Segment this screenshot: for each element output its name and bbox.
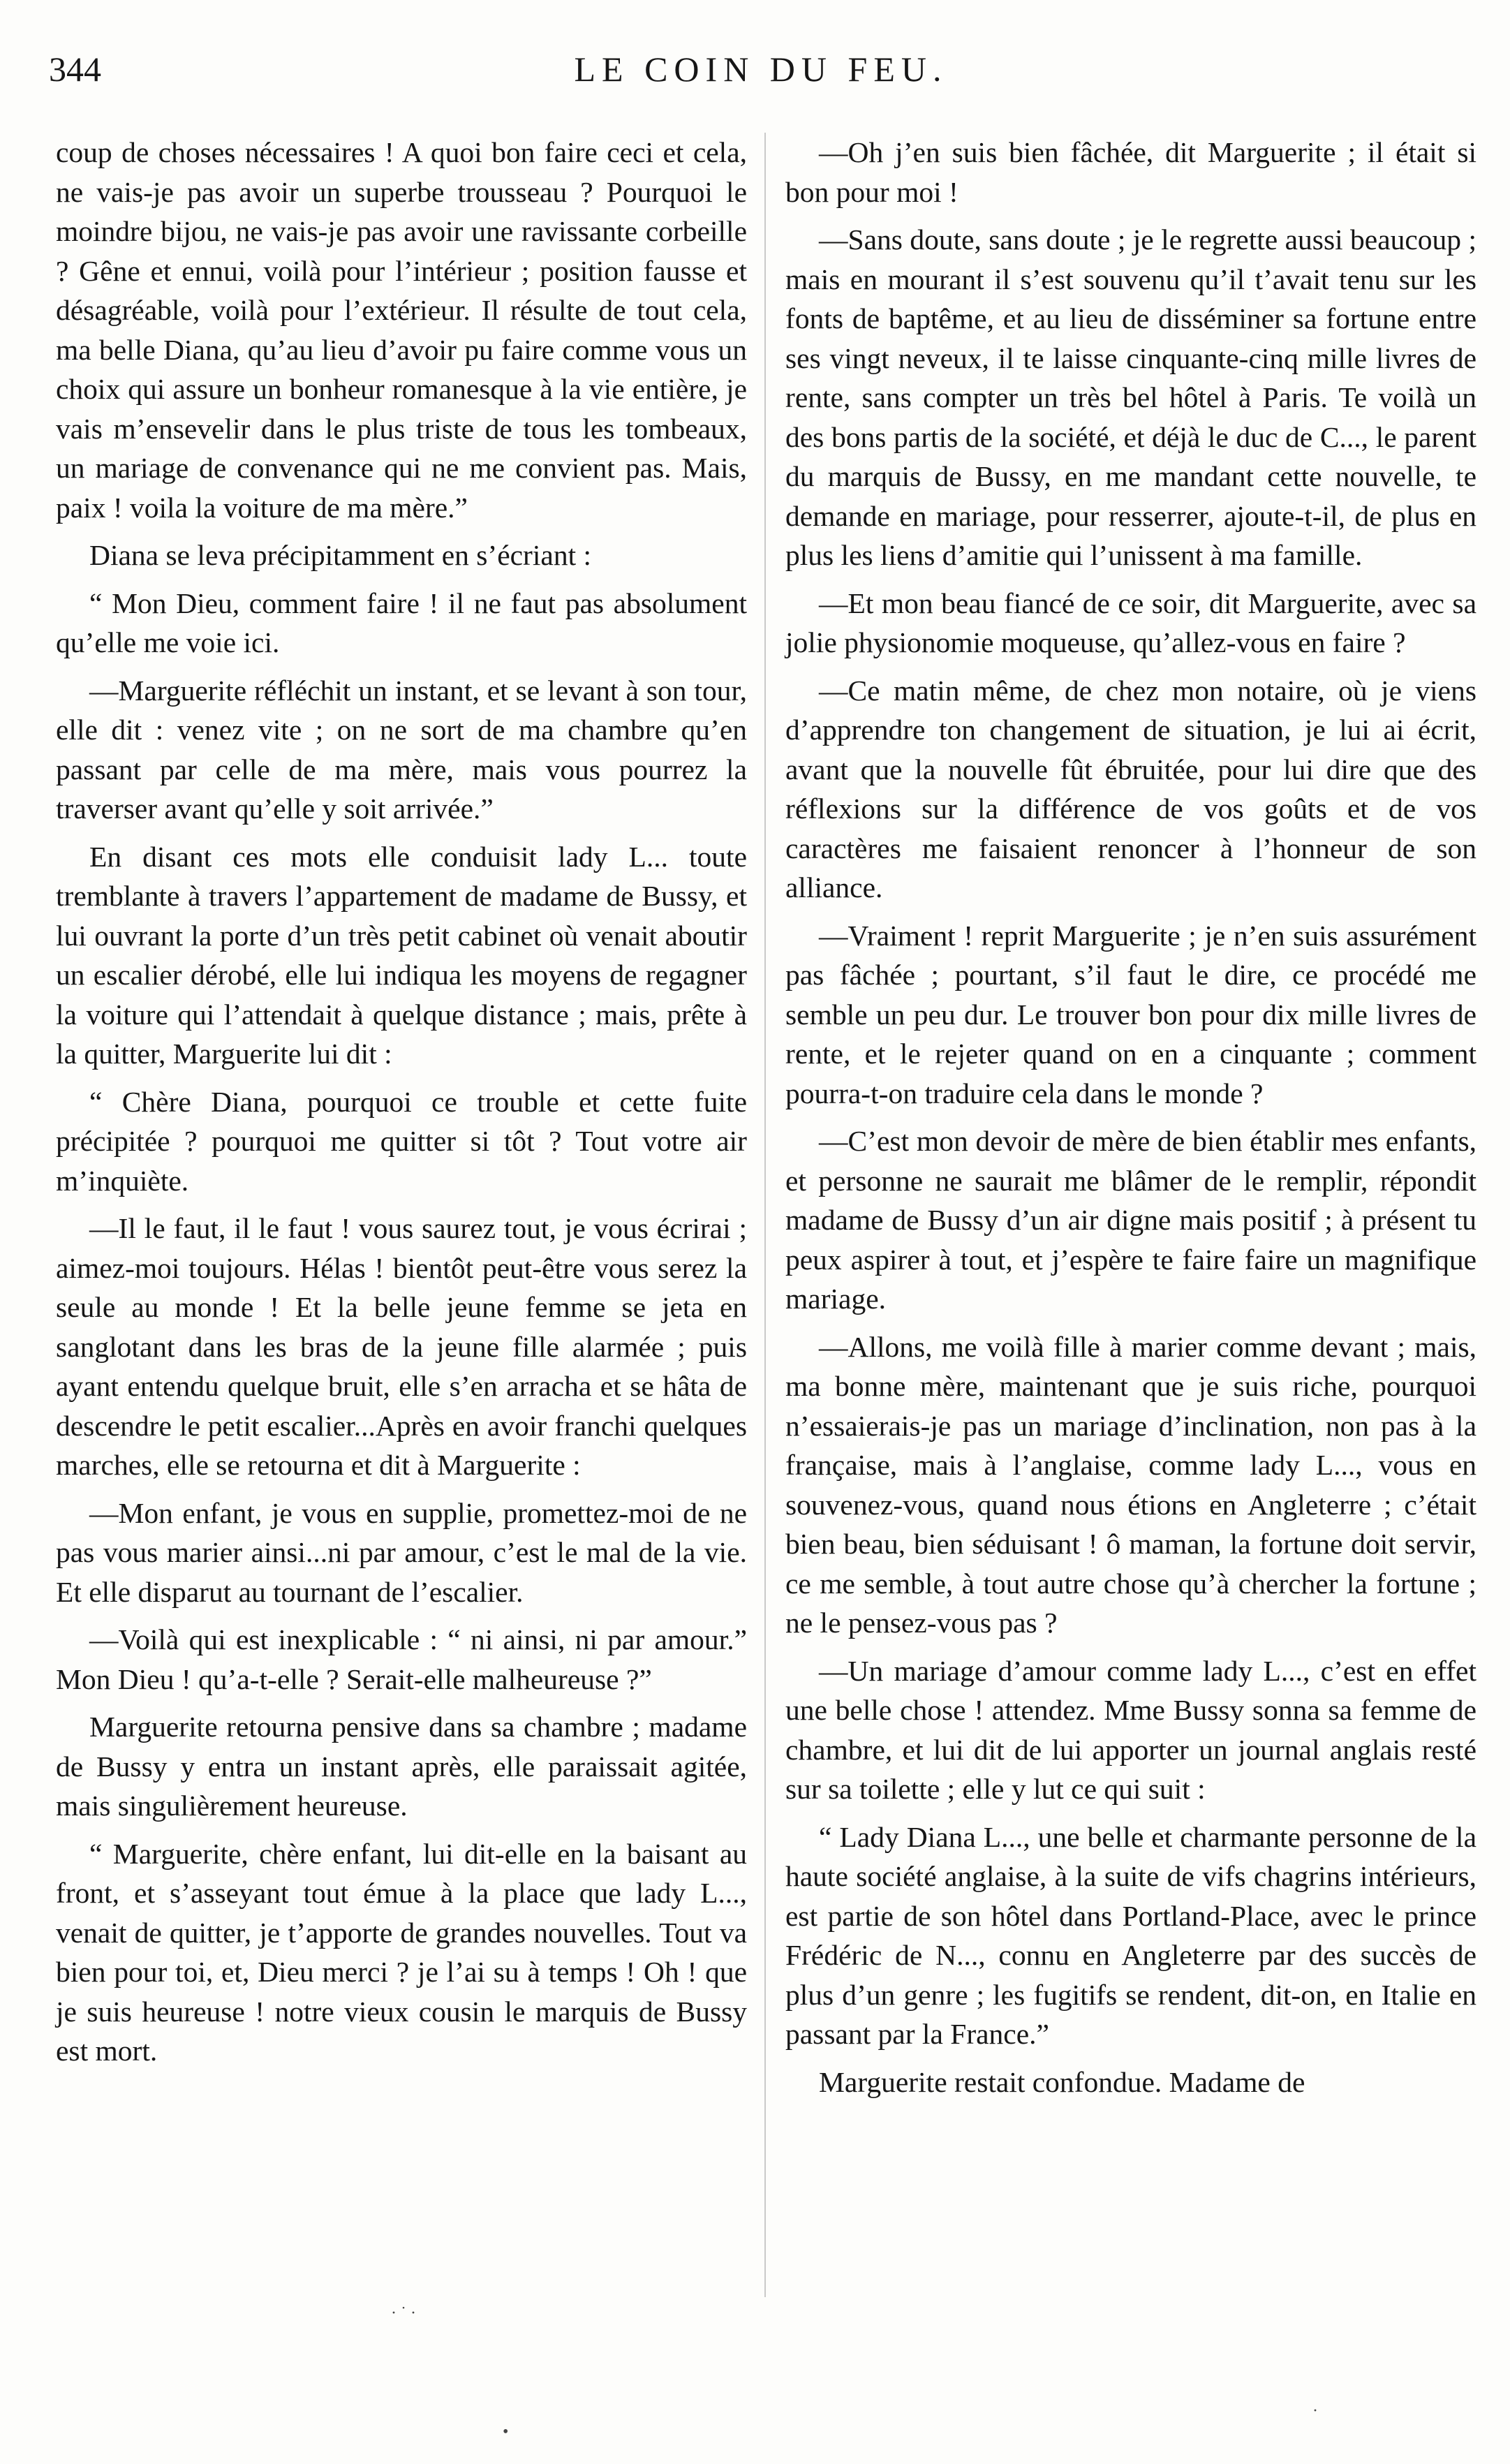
paragraph: “ Marguerite, chère enfant, lui dit-elle en la baisant au front, et s’asseyant tout émue à la place que lady L..., venait de quitter, je t’apporte de grandes nouvelles. Tout va bien pour toi, et, Dieu merci ? je l’ai su à temps ! Oh ! que je suis heureuse ! notre vieux cousin le marquis de Bussy est mort. bbox=[56, 1837, 747, 2067]
paragraph: —Sans doute, sans doute ; je le regrette aussi beaucoup ; mais en mourant il s’est souvenu qu’il t’avait tenu sur les fonts de baptême, et au lieu de disséminer sa fortune entre ses vingt neveux, il te laisse cinquante-cinq mille livres de rente, sans compter un très bel hôtel à Paris. Te voilà un des bons partis de la société, et déjà le duc de C..., le parent du marquis de Bussy, en me mandant cette nouvelle, te demande en mariage, pour resserrer, ajoute-t-il, de plus en plus les liens d’amitie qui l’unissent à ma famille. bbox=[785, 223, 1476, 571]
paragraph: “ Mon Dieu, comment faire ! il ne faut pas absolument qu’elle me voie ici. bbox=[56, 587, 747, 658]
scan-speck: · bbox=[1312, 2402, 1318, 2420]
paragraph: Marguerite retourna pensive dans sa chambre ; madame de Bussy y entra un instant après, elle paraissait agitée, mais singulièrement heureuse. bbox=[56, 1711, 747, 1822]
paragraph: —Marguerite réfléchit un instant, et se levant à son tour, elle dit : venez vite ; on ne sort de ma chambre qu’en passant par celle de ma mère, mais vous pourrez la traverser avant qu’elle y soit arrivée.” bbox=[56, 674, 747, 825]
paragraph: —Mon enfant, je vous en supplie, promettez-moi de ne pas vous marier ainsi...ni par amour, c’est le mal de la vie. Et elle disparut au tournant de l’escalier. bbox=[56, 1496, 747, 1608]
scan-speck: • bbox=[503, 2423, 509, 2441]
paragraph: —C’est mon devoir de mère de bien établir mes enfants, et personne ne saurait me blâmer de le remplir, répondit madame de Bussy d’un air digne mais positif ; à présent tu peux aspirer à tout, et j’espère te faire faire un magnifique mariage. bbox=[785, 1125, 1476, 1315]
paragraph: Diana se leva précipitamment en s’écriant : bbox=[89, 539, 592, 571]
page-number: 344 bbox=[49, 50, 101, 89]
scan-specks: · ˙ · bbox=[391, 2304, 416, 2322]
paragraph: —Ce matin même, de chez mon notaire, où je viens d’apprendre ton changement de situation, je lui ai écrit, avant que la nouvelle fût ébruitée, pour lui dire que des réflexions sur la différence de vos goûts et de vos caractères me faisaient renoncer à l’honneur de son alliance. bbox=[785, 674, 1476, 903]
running-title: LE COIN DU FEU. bbox=[574, 50, 948, 89]
paragraph: —Voilà qui est inexplicable : “ ni ainsi, ni par amour.” Mon Dieu ! qu’a-t-elle ? Serait-elle malheureuse ?” bbox=[56, 1623, 747, 1695]
paragraph: “ Lady Diana L..., une belle et charmante personne de la haute société anglaise, à la suite de vifs chagrins intérieurs, est partie de son hôtel dans Portland-Place, avec le prince Frédéric de N..., connu en Angleterre par des succès de plus d’un genre ; les fugitifs se rendent, dit-on, en Italie en passant par la France.” bbox=[785, 1820, 1476, 2050]
column-divider bbox=[764, 133, 766, 2297]
paragraph: En disant ces mots elle conduisit lady L... toute tremblante à travers l’appartement de madame de Bussy, et lui ouvrant la porte d’un très petit cabinet où venait aboutir un escalier dérobé, elle lui indiqua les moyens de regagner la voiture qui l’attendait à quelque distance ; mais, prête à la quitter, Marguerite lui dit : bbox=[56, 840, 747, 1070]
paragraph: —Il le faut, il le faut ! vous saurez tout, je vous écrirai ; aimez-moi toujours. Hélas ! bientôt peut-être vous serez la seule au monde ! Et la belle jeune femme se jeta en sanglotant dans les bras de la jeune fille alarmée ; puis ayant entendu quelque bruit, elle s’en arracha et se hâta de descendre le petit escalier...Après en avoir franchi quelques marches, elle se retourna et dit à Marguerite : bbox=[56, 1212, 747, 1481]
paragraph: —Un mariage d’amour comme lady L..., c’est en effet une belle chose ! attendez. Mme Bussy sonna sa femme de chambre, et lui dit de lui apporter un journal anglais resté sur sa toilette ; elle y lut ce qui suit : bbox=[785, 1654, 1476, 1805]
paragraph: coup de choses nécessaires ! A quoi bon faire ceci et cela, ne vais-je pas avoir un superbe trousseau ? Pourquoi le moindre bijou, ne vais-je pas avoir une ravissante corbeille ? Gêne et ennui, voilà pour l’intérieur ; position fausse et désagréable, voilà pour l’extérieur. Il résulte de tout cela, ma belle Diana, qu’au lieu d’avoir pu faire comme vous un choix qui assure un bonheur romanesque à la vie entière, je vais m’ensevelir dans le plus triste de tous les tombeaux, un mariage de convenance qui ne me convient pas. Mais, paix ! voila la voiture de ma mère.” bbox=[56, 136, 747, 524]
paragraph: “ Chère Diana, pourquoi ce trouble et cette fuite précipitée ? pourquoi me quitter si tôt ? Tout votre air m’inquiète. bbox=[56, 1085, 747, 1197]
paragraph: —Allons, me voilà fille à marier comme devant ; mais, ma bonne mère, maintenant que je suis riche, pourquoi n’essaierais-je pas un mariage d’inclination, non pas à la française, mais à l’anglaise, comme lady L..., vous en souvenez-vous, quand nous étions en Angleterre ; c’était bien beau, bien séduisant ! ô maman, la fortune doit servir, ce me semble, à tout autre chose qu’à chercher la fortune ; ne le pensez-vous pas ? bbox=[785, 1330, 1476, 1639]
paragraph: —Oh j’en suis bien fâchée, dit Marguerite ; il était si bon pour moi ! bbox=[785, 136, 1476, 208]
paragraph: Marguerite restait confondue. Madame de bbox=[819, 2065, 1305, 2098]
left-text-column bbox=[56, 133, 747, 2079]
paragraph: —Vraiment ! reprit Marguerite ; je n’en suis assurément pas fâchée ; pourtant, s’il faut le dire, ce procédé me semble un peu dur. Le trouver bon pour dix mille livres de rente, et le rejeter quand on en a cinquante ; comment pourra-t-on traduire cela dans le monde ? bbox=[785, 919, 1476, 1109]
page-header bbox=[49, 49, 1473, 105]
paragraph: —Et mon beau fiancé de ce soir, dit Marguerite, avec sa jolie physionomie moqueuse, qu’allez-vous en faire ? bbox=[785, 587, 1476, 658]
right-text-column bbox=[785, 133, 1476, 2110]
